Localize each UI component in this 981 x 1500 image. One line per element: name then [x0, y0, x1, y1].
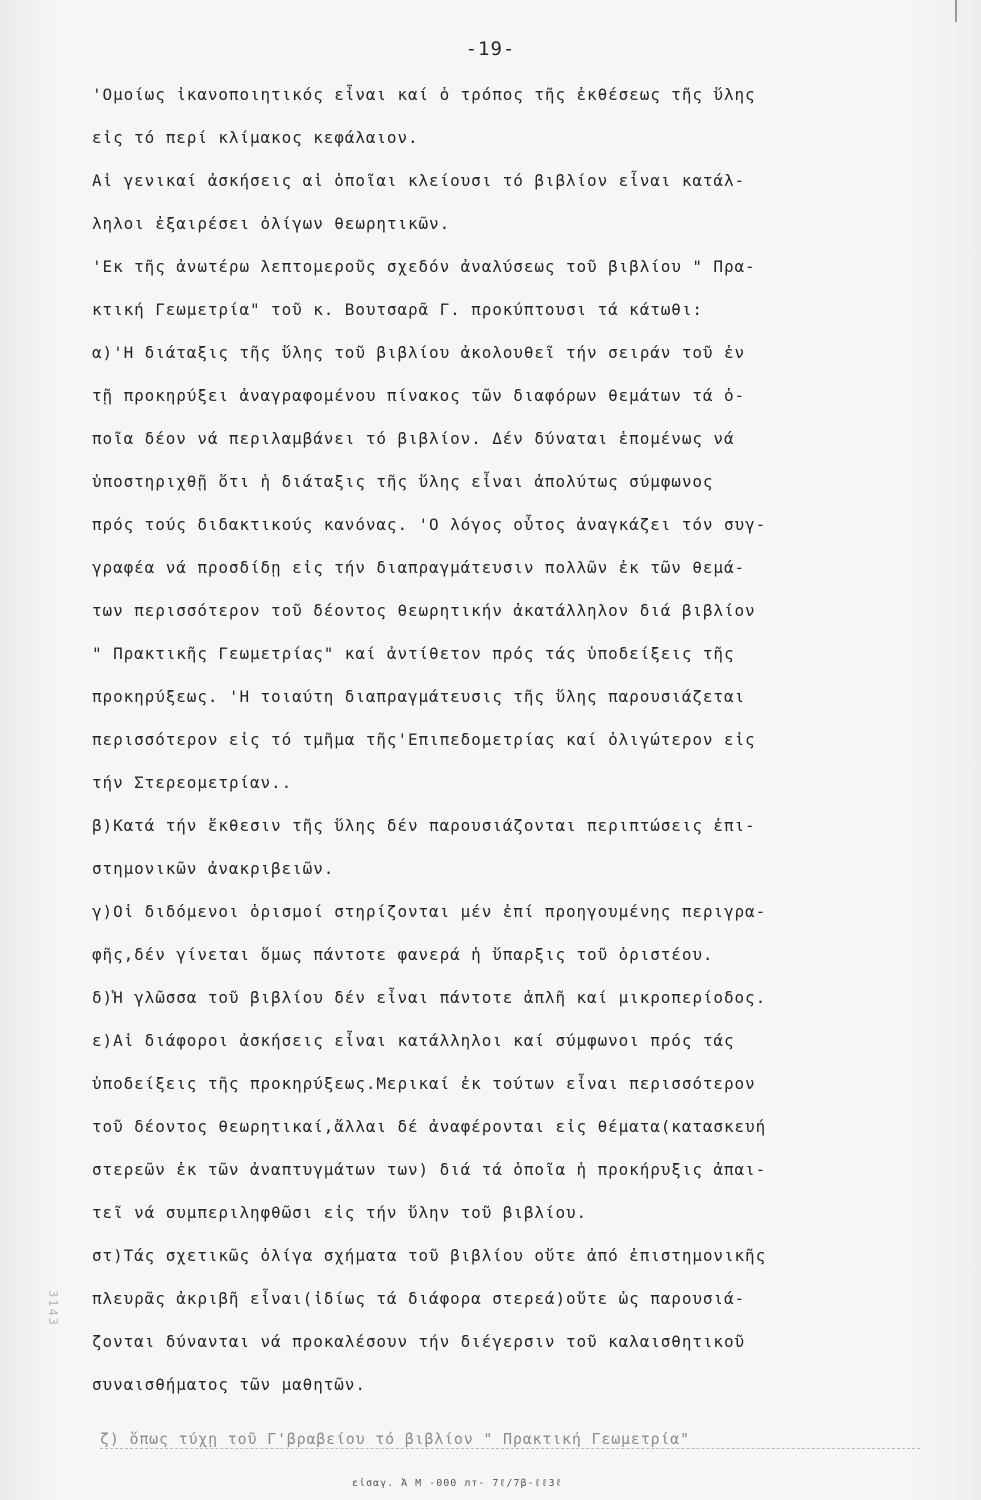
- corner-mark: [955, 0, 967, 22]
- text-line: 'Εκ τῆς ἀνωτέρω λεπτομεροῦς σχεδόν ἀναλύσεως τοῦ βιβλίου " Πρα-: [92, 257, 756, 276]
- text-line: δ)Ἡ γλῶσσα τοῦ βιβλίου δέν εἶναι πάντοτε ἁπλῆ καί μικροπερίοδος.: [92, 988, 767, 1007]
- text-line: γραφέα νά προσδίδῃ εἰς τήν διαπραγμάτευσιν πολλῶν ἐκ τῶν θεμά-: [92, 558, 746, 577]
- text-line: στημονικῶν ἀνακριβειῶν.: [92, 859, 335, 878]
- text-line: πλευρᾶς ἀκριβῆ εἶναι(ἰδίως τά διάφορα στερεά)οὔτε ὡς παρουσιά-: [92, 1289, 746, 1308]
- margin-mark: 3143: [46, 1290, 60, 1327]
- page-number: -19-: [465, 38, 516, 60]
- text-line: Αἱ γενικαί ἀσκήσεις αἱ ὁποῖαι κλείουσι τό βιβλίον εἶναι κατάλ-: [92, 171, 746, 190]
- text-line: των περισσότερον τοῦ δέοντος θεωρητικήν ἀκατάλληλον διά βιβλίον: [92, 601, 756, 620]
- text-line: ε)Αἱ διάφοροι ἀσκήσεις εἶναι κατάλληλοι καί σύμφωνοι πρός τάς: [92, 1031, 735, 1050]
- text-line: τήν Στερεομετρίαν..: [92, 773, 293, 792]
- faded-footer-line: ζ) ὅπως τύχῃ τοῦ Γ'βραβείου τό βιβλίον " Πρακτική Γεωμετρία": [100, 1430, 920, 1449]
- text-line: τεῖ νά συμπεριληφθῶσι εἰς τήν ὕλην τοῦ βιβλίου.: [92, 1203, 588, 1222]
- archive-stamp: εἰσαγ. Ἀ Μ -000 лт- 7ℓ/7β-ℓℓ3ℓ: [352, 1478, 563, 1489]
- text-line: 'Ομοίως ἰκανοποιητικός εἶναι καί ὁ τρόπος τῆς ἐκθέσεως τῆς ὕλης: [92, 85, 756, 104]
- text-line: α)'Η διάταξις τῆς ὕλης τοῦ βιβλίου ἀκολουθεῖ τήν σειράν τοῦ ἐν: [92, 343, 746, 362]
- text-line: β)Κατά τήν ἔκθεσιν τῆς ὕλης δέν παρουσιάζονται περιπτώσεις ἐπι-: [92, 816, 756, 835]
- text-line: εἰς τό περί κλίμακος κεφάλαιον.: [92, 128, 419, 147]
- text-line: ζονται δύνανται νά προκαλέσουν τήν διέγερσιν τοῦ καλαισθητικοῦ: [92, 1332, 746, 1351]
- text-line: " Πρακτικῆς Γεωμετρίας" καί ἀντίθετον πρός τάς ὑποδείξεις τῆς: [92, 644, 735, 663]
- text-line: ὑποδείξεις τῆς προκηρύξεως.Μερικαί ἐκ τούτων εἶναι περισσότερον: [92, 1074, 756, 1093]
- text-line: στερεῶν ἐκ τῶν ἀναπτυγμάτων των) διά τά ὁποῖα ἡ προκήρυξις ἀπαι-: [92, 1160, 767, 1179]
- text-line: συναισθήματος τῶν μαθητῶν.: [92, 1375, 366, 1394]
- text-line: στ)Τάς σχετικῶς ὀλίγα σχήματα τοῦ βιβλίου οὔτε ἀπό ἐπιστημονικῆς: [92, 1246, 767, 1265]
- text-line: τῇ προκηρύξει ἀναγραφομένου πίνακος τῶν διαφόρων θεμάτων τά ὁ-: [92, 386, 746, 405]
- text-line: ληλοι ἐξαιρέσει ὀλίγων θεωρητικῶν.: [92, 214, 451, 233]
- text-line: κτική Γεωμετρία" τοῦ κ. Βουτσαρᾶ Γ. προκύπτουσι τά κάτωθι:: [92, 300, 703, 319]
- body-text: [92, 78, 952, 1411]
- text-line: τοῦ δέοντος θεωρητικαί,ἄλλαι δέ ἀναφέρονται εἰς θέματα(κατασκευή: [92, 1117, 767, 1136]
- text-line: προκηρύξεως. 'Η τοιαύτη διαπραγμάτευσις τῆς ὕλης παρουσιάζεται: [92, 687, 746, 706]
- text-line: ὑποστηριχθῇ ὅτι ἡ διάταξις τῆς ὕλης εἶναι ἀπολύτως σύμφωνος: [92, 472, 714, 491]
- text-line: περισσότερον εἰς τό τμῆμα τῆς'Επιπεδομετρίας καί ὀλιγώτερον εἰς: [92, 730, 756, 749]
- text-line: πρός τούς διδακτικούς κανόνας. 'Ο λόγος οὗτος ἀναγκάζει τόν συγ-: [92, 515, 767, 534]
- text-line: ποῖα δέον νά περιλαμβάνει τό βιβλίον. Δέν δύναται ἑπομένως νά: [92, 429, 735, 448]
- text-line: γ)Οἱ διδόμενοι ὁρισμοί στηρίζονται μέν ἐπί προηγουμένης περιγρα-: [92, 902, 767, 921]
- text-line: φῆς,δέν γίνεται ὅμως πάντοτε φανερά ἡ ὕπαρξις τοῦ ὁριστέου.: [92, 945, 714, 964]
